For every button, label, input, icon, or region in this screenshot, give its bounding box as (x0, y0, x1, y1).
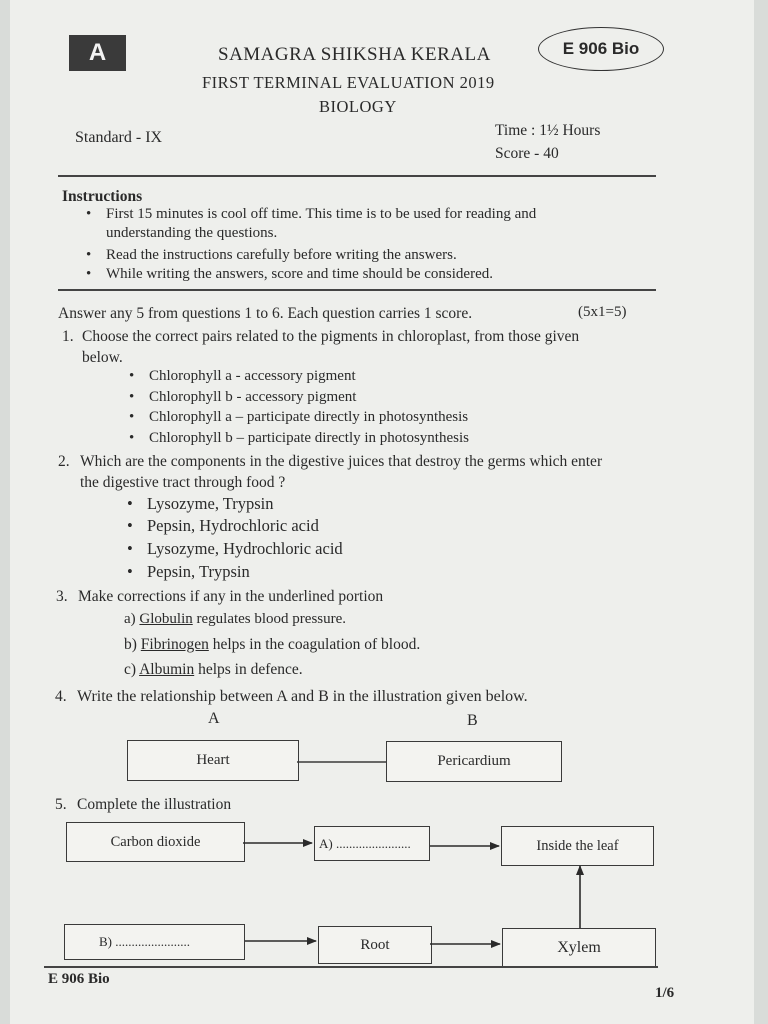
q3-item-label: b) (124, 636, 137, 653)
standard-label: Standard - IX (75, 129, 163, 146)
underlined-term: Globulin (139, 611, 193, 627)
footer-divider (44, 966, 658, 968)
underlined-term: Fibrinogen (140, 636, 209, 653)
q3-item-rest: regulates blood pressure. (192, 611, 347, 627)
xylem-box: Xylem (502, 928, 656, 968)
footer-paper-code: E 906 Bio (48, 971, 110, 987)
section-marks: (5x1=5) (578, 304, 627, 320)
q3-item-label: a) (124, 611, 136, 627)
q3-item-rest: helps in defence. (194, 661, 303, 678)
set-badge: A (69, 35, 126, 71)
question-number: 5. (55, 796, 67, 813)
exam-title: FIRST TERMINAL EVALUATION 2019 (202, 73, 495, 92)
score-label: Score - 40 (495, 145, 559, 162)
instruction-item: • Read the instructions carefully before writing the answers. (106, 244, 457, 266)
question-number: 3. (56, 588, 68, 605)
blank-a-box: A) ....................... (314, 826, 430, 861)
question-2-text-cont: the digestive tract through food ? (80, 474, 286, 491)
root-box: Root (318, 926, 432, 964)
question-2-text: Which are the components in the digestive juices that destroy the germs which enter (80, 453, 603, 470)
question-1-text-cont: below. (82, 349, 123, 366)
label-a: A (208, 710, 220, 727)
carbon-dioxide-box: Carbon dioxide (66, 822, 245, 862)
question-1-text: Choose the correct pairs related to the pigments in chloroplast, from those given (82, 328, 580, 345)
instructions-title: Instructions (62, 188, 143, 205)
q1-option: • Chlorophyll b – participate directly in photosynthesis (149, 430, 469, 447)
question-5-text: Complete the illustration (77, 796, 232, 813)
q3-item-rest: helps in the coagulation of blood. (208, 636, 421, 653)
subject-title: BIOLOGY (319, 97, 397, 116)
instruction-item-continued: understanding the questions. (106, 225, 278, 241)
time-label: Time : 1½ Hours (495, 122, 601, 139)
question-4-text: Write the relationship between A and B in the illustration given below. (77, 688, 528, 705)
paper-code-oval: E 906 Bio (538, 27, 664, 71)
heart-box: Heart (127, 740, 299, 781)
underlined-term: Albumin (139, 661, 195, 678)
question-number: 4. (55, 688, 67, 705)
blank-b-box: B) ....................... (64, 924, 245, 960)
section-intro: Answer any 5 from questions 1 to 6. Each question carries 1 score. (58, 305, 473, 322)
q1-option: • Chlorophyll a – participate directly in photosynthesis (149, 409, 468, 426)
q1-option: • Chlorophyll b - accessory pigment (149, 389, 356, 406)
question-number: 2. (58, 453, 70, 470)
org-title: SAMAGRA SHIKSHA KERALA (218, 44, 491, 65)
label-b: B (467, 712, 478, 729)
page-number: 1/6 (655, 985, 675, 1001)
q3-item-label: c) (124, 661, 137, 678)
question-3-text: Make corrections if any in the underlined portion (78, 588, 384, 605)
q2-option: • Lysozyme, Hydrochloric acid (147, 539, 343, 559)
q2-option: • Lysozyme, Trypsin (147, 494, 274, 514)
q2-option: • Pepsin, Trypsin (147, 562, 250, 582)
instruction-item: • First 15 minutes is cool off time. This time is to be used for reading and (106, 203, 536, 225)
inside-leaf-box: Inside the leaf (501, 826, 654, 866)
question-number: 1. (62, 328, 74, 345)
instruction-item: • While writing the answers, score and time should be considered. (106, 263, 493, 285)
q2-option: • Pepsin, Hydrochloric acid (147, 516, 319, 536)
pericardium-box: Pericardium (386, 741, 562, 782)
q1-option: • Chlorophyll a - accessory pigment (149, 368, 356, 385)
